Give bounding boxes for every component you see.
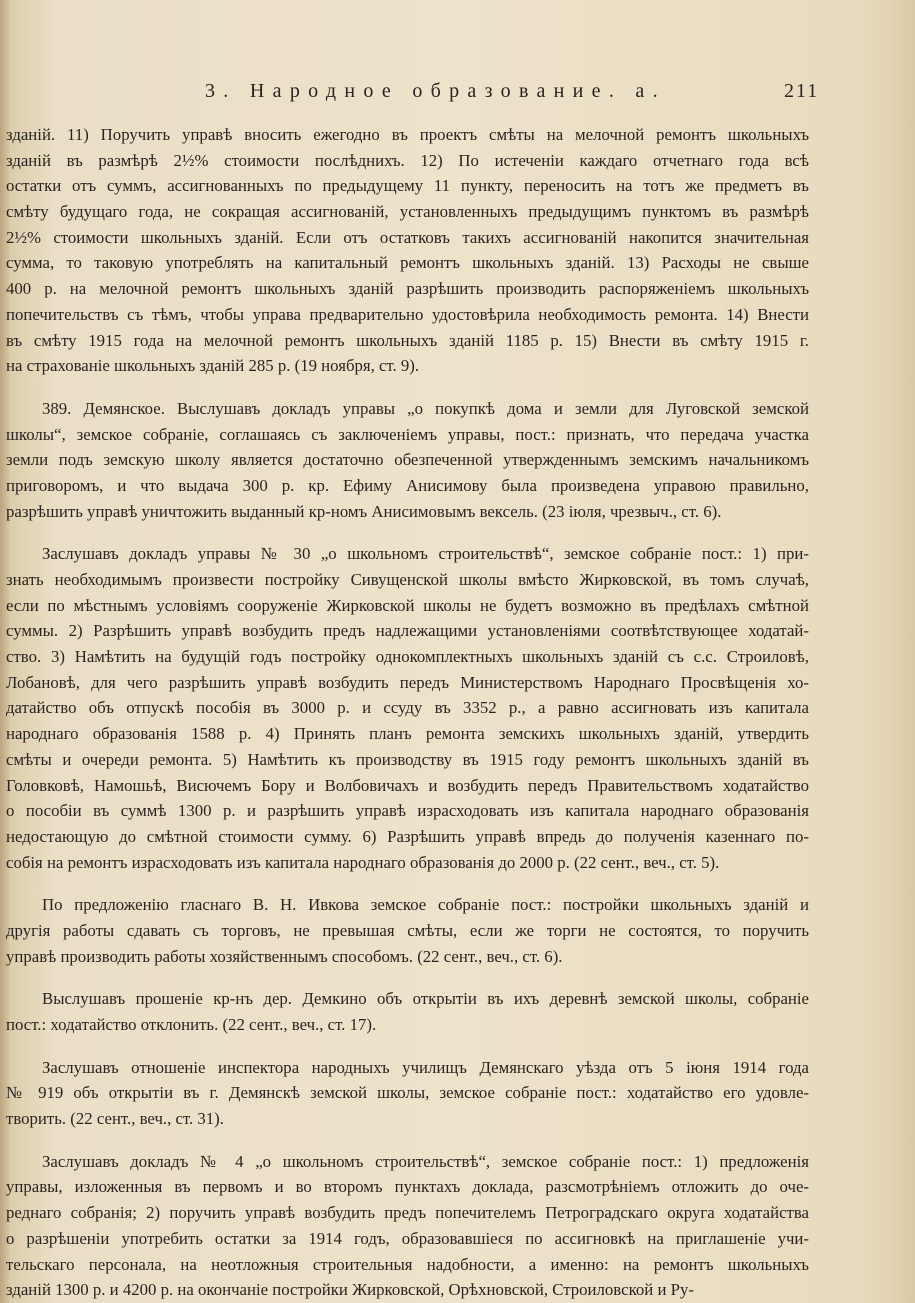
- text-line: на страхованіе школьныхъ зданій 285 р. (19 ноября, ст. 9).: [6, 356, 420, 376]
- text-line: управѣ производить работы хозяйственнымъ способомъ. (22 сент., веч., ст. 6).: [6, 946, 563, 966]
- text-line: Выслушавъ прошеніе кр-нъ дер. Демкино объ открытіи въ ихъ деревнѣ земской школы, собраніе: [42, 989, 809, 1009]
- text-line: зданій 1300 р. и 4200 р. на окончаніе постройки Жирковской, Орѣхновской, Строиловской и Ру-: [6, 1280, 694, 1300]
- text-line: датайство объ отпускѣ пособія въ 3000 р. и ссуду въ 3352 р., а равно ассигновать изъ капитала: [6, 698, 809, 718]
- running-header: [0, 80, 915, 104]
- text-line: въ смѣту 1915 года на мелочной ремонтъ школьныхъ зданій 1185 р. 15) Внести въ смѣту 1915 г.: [6, 330, 809, 350]
- text-line: если по мѣстнымъ условіямъ сооруженіе Жирковской школы не будетъ возможно въ предѣлахъ смѣтной: [6, 595, 809, 615]
- text-line: тельскаго персонала, на неотложныя строительныя надобности, а именно: на ремонтъ школьныхъ: [6, 1254, 809, 1274]
- text-line: 389. Демянское. Выслушавъ докладъ управы „о покупкѣ дома и земли для Луговской земской: [42, 398, 809, 418]
- text-line: 2½% стоимости школьныхъ зданій. Если отъ остатковъ такихъ ассигнованій накопится значительная: [6, 227, 809, 247]
- text-line: суммы. 2) Разрѣшить управѣ возбудить предъ надлежащими установленіями соотвѣтствующее ходатай-: [6, 621, 809, 641]
- page-body: [6, 122, 809, 1303]
- text-line: попечительствъ съ тѣмъ, чтобы управа предварительно удостовѣрила необходимость ремонта. 14) Внести: [6, 304, 809, 324]
- text-line: о разрѣшеніи употребить остатки за 1914 годъ, образовавшіеся по ассигновкѣ на приглашеніе учи-: [6, 1228, 809, 1248]
- text-line: народнаго образованія 1588 р. 4) Принять планъ ремонта земскихъ школьныхъ зданій, утвердить: [6, 724, 809, 744]
- text-line: По предложенію гласнаго В. Н. Ивкова земское собраніе пост.: постройки школьныхъ зданій и: [42, 895, 809, 915]
- paragraph: [6, 1055, 809, 1132]
- page-number: 211: [784, 80, 820, 102]
- header-title: 3. Народное образование. а.: [205, 80, 666, 102]
- text-line: смѣту будущаго года, не сокращая ассигнованій, установленныхъ предыдущимъ пунктомъ въ размѣрѣ: [6, 202, 809, 222]
- text-line: творить. (22 сент., веч., ст. 31).: [6, 1109, 224, 1129]
- text-line: реднаго собранія; 2) поручить управѣ возбудить предъ попечителемъ Петроградскаго округа ходатайства: [6, 1203, 809, 1223]
- paragraph: [6, 396, 809, 524]
- text-line: зданій въ размѣрѣ 2½% стоимости послѣднихъ. 12) По истеченіи каждаго отчетнаго года всѣ: [6, 150, 809, 170]
- text-line: Головковѣ, Намошьѣ, Висючемъ Бору и Волбовичахъ и возбудить передъ Правительствомъ ходатайство: [6, 775, 809, 795]
- text-line: школы“, земское собраніе, соглашаясь съ заключеніемъ управы, пост.: признать, что передача участка: [6, 424, 809, 444]
- text-line: приговоромъ, и что выдача 300 р. кр. Ефиму Анисимову была произведена управою правильно,: [6, 475, 809, 495]
- text-line: о пособіи въ суммѣ 1300 р. и разрѣшить управѣ израсходовать изъ капитала народнаго образованія: [6, 801, 809, 821]
- text-line: Заслушавъ докладъ № 4 „о школьномъ строительствѣ“, земское собраніе пост.: 1) предложенія: [42, 1151, 809, 1171]
- text-line: пост.: ходатайство отклонить. (22 сент., веч., ст. 17).: [6, 1015, 377, 1034]
- text-line: разрѣшить управѣ уничтожить выданный кр-номъ Анисимовымъ вексель. (23 іюля, чрезвыч., ст. 6).: [6, 501, 722, 521]
- text-line: сумма, то таковую употреблять на капитальный ремонтъ школьныхъ зданій. 13) Расходы не свыше: [6, 253, 809, 273]
- text-line: Заслушавъ отношеніе инспектора народныхъ училищъ Демянскаго уѣзда отъ 5 іюня 1914 года: [42, 1057, 809, 1077]
- text-line: управы, изложенныя въ первомъ и во второмъ пунктахъ доклада, разсмотрѣніемъ отложить до оче-: [6, 1177, 809, 1197]
- paragraph: [6, 986, 809, 1037]
- text-line: остатки отъ суммъ, ассигнованныхъ по предыдущему 11 пункту, переносить на тотъ же предметъ въ: [6, 176, 809, 196]
- text-line: ство. 3) Намѣтить на будущій годъ постройку однокомплектныхъ школьныхъ зданій съ с.с. Строиловѣ,: [6, 647, 809, 667]
- text-line: Лобановѣ, для чего разрѣшить управѣ возбудить передъ Министерствомъ Народнаго Просвѣщенія хо-: [6, 672, 809, 692]
- text-line: недостающую до смѣтной стоимости сумму. 6) Разрѣшить управѣ впредь до полученія казеннаго по-: [6, 826, 809, 846]
- paragraph: [6, 892, 809, 969]
- text-line: другія работы сдавать съ торговъ, не превышая смѣты, если же торги не состоятся, то поручить: [6, 920, 809, 940]
- text-line: № 919 объ открытіи въ г. Демянскѣ земской школы, земское собраніе пост.: ходатайство его удовле-: [6, 1083, 809, 1103]
- text-line: смѣты и очереди ремонта. 5) Намѣтить къ производству въ 1915 году ремонтъ школьныхъ зданій въ: [6, 749, 809, 769]
- text-line: собія на ремонтъ израсходовать изъ капитала народнаго образованія до 2000 р. (22 сент., веч., ст. 5).: [6, 852, 720, 872]
- text-line: 400 р. на мелочной ремонтъ школьныхъ зданій разрѣшить производить распоряженіемъ школьныхъ: [6, 279, 809, 299]
- text-line: знать необходимымъ произвести постройку Сивущенской школы вмѣсто Жирковской, въ томъ случаѣ,: [6, 570, 809, 589]
- paragraph: [6, 122, 809, 379]
- text-line: зданій. 11) Поручить управѣ вносить ежегодно въ проектъ смѣты на мелочной ремонтъ школьныхъ: [6, 125, 809, 144]
- paragraph: [6, 1149, 809, 1303]
- text-line: земли подъ земскую школу является достаточно обезпеченной утвержденнымъ земскимъ начальникомъ: [6, 450, 809, 470]
- text-line: Заслушавъ докладъ управы № 30 „о школьномъ строительствѣ“, земское собраніе пост.: 1) при-: [42, 544, 809, 564]
- paragraph: [6, 541, 809, 875]
